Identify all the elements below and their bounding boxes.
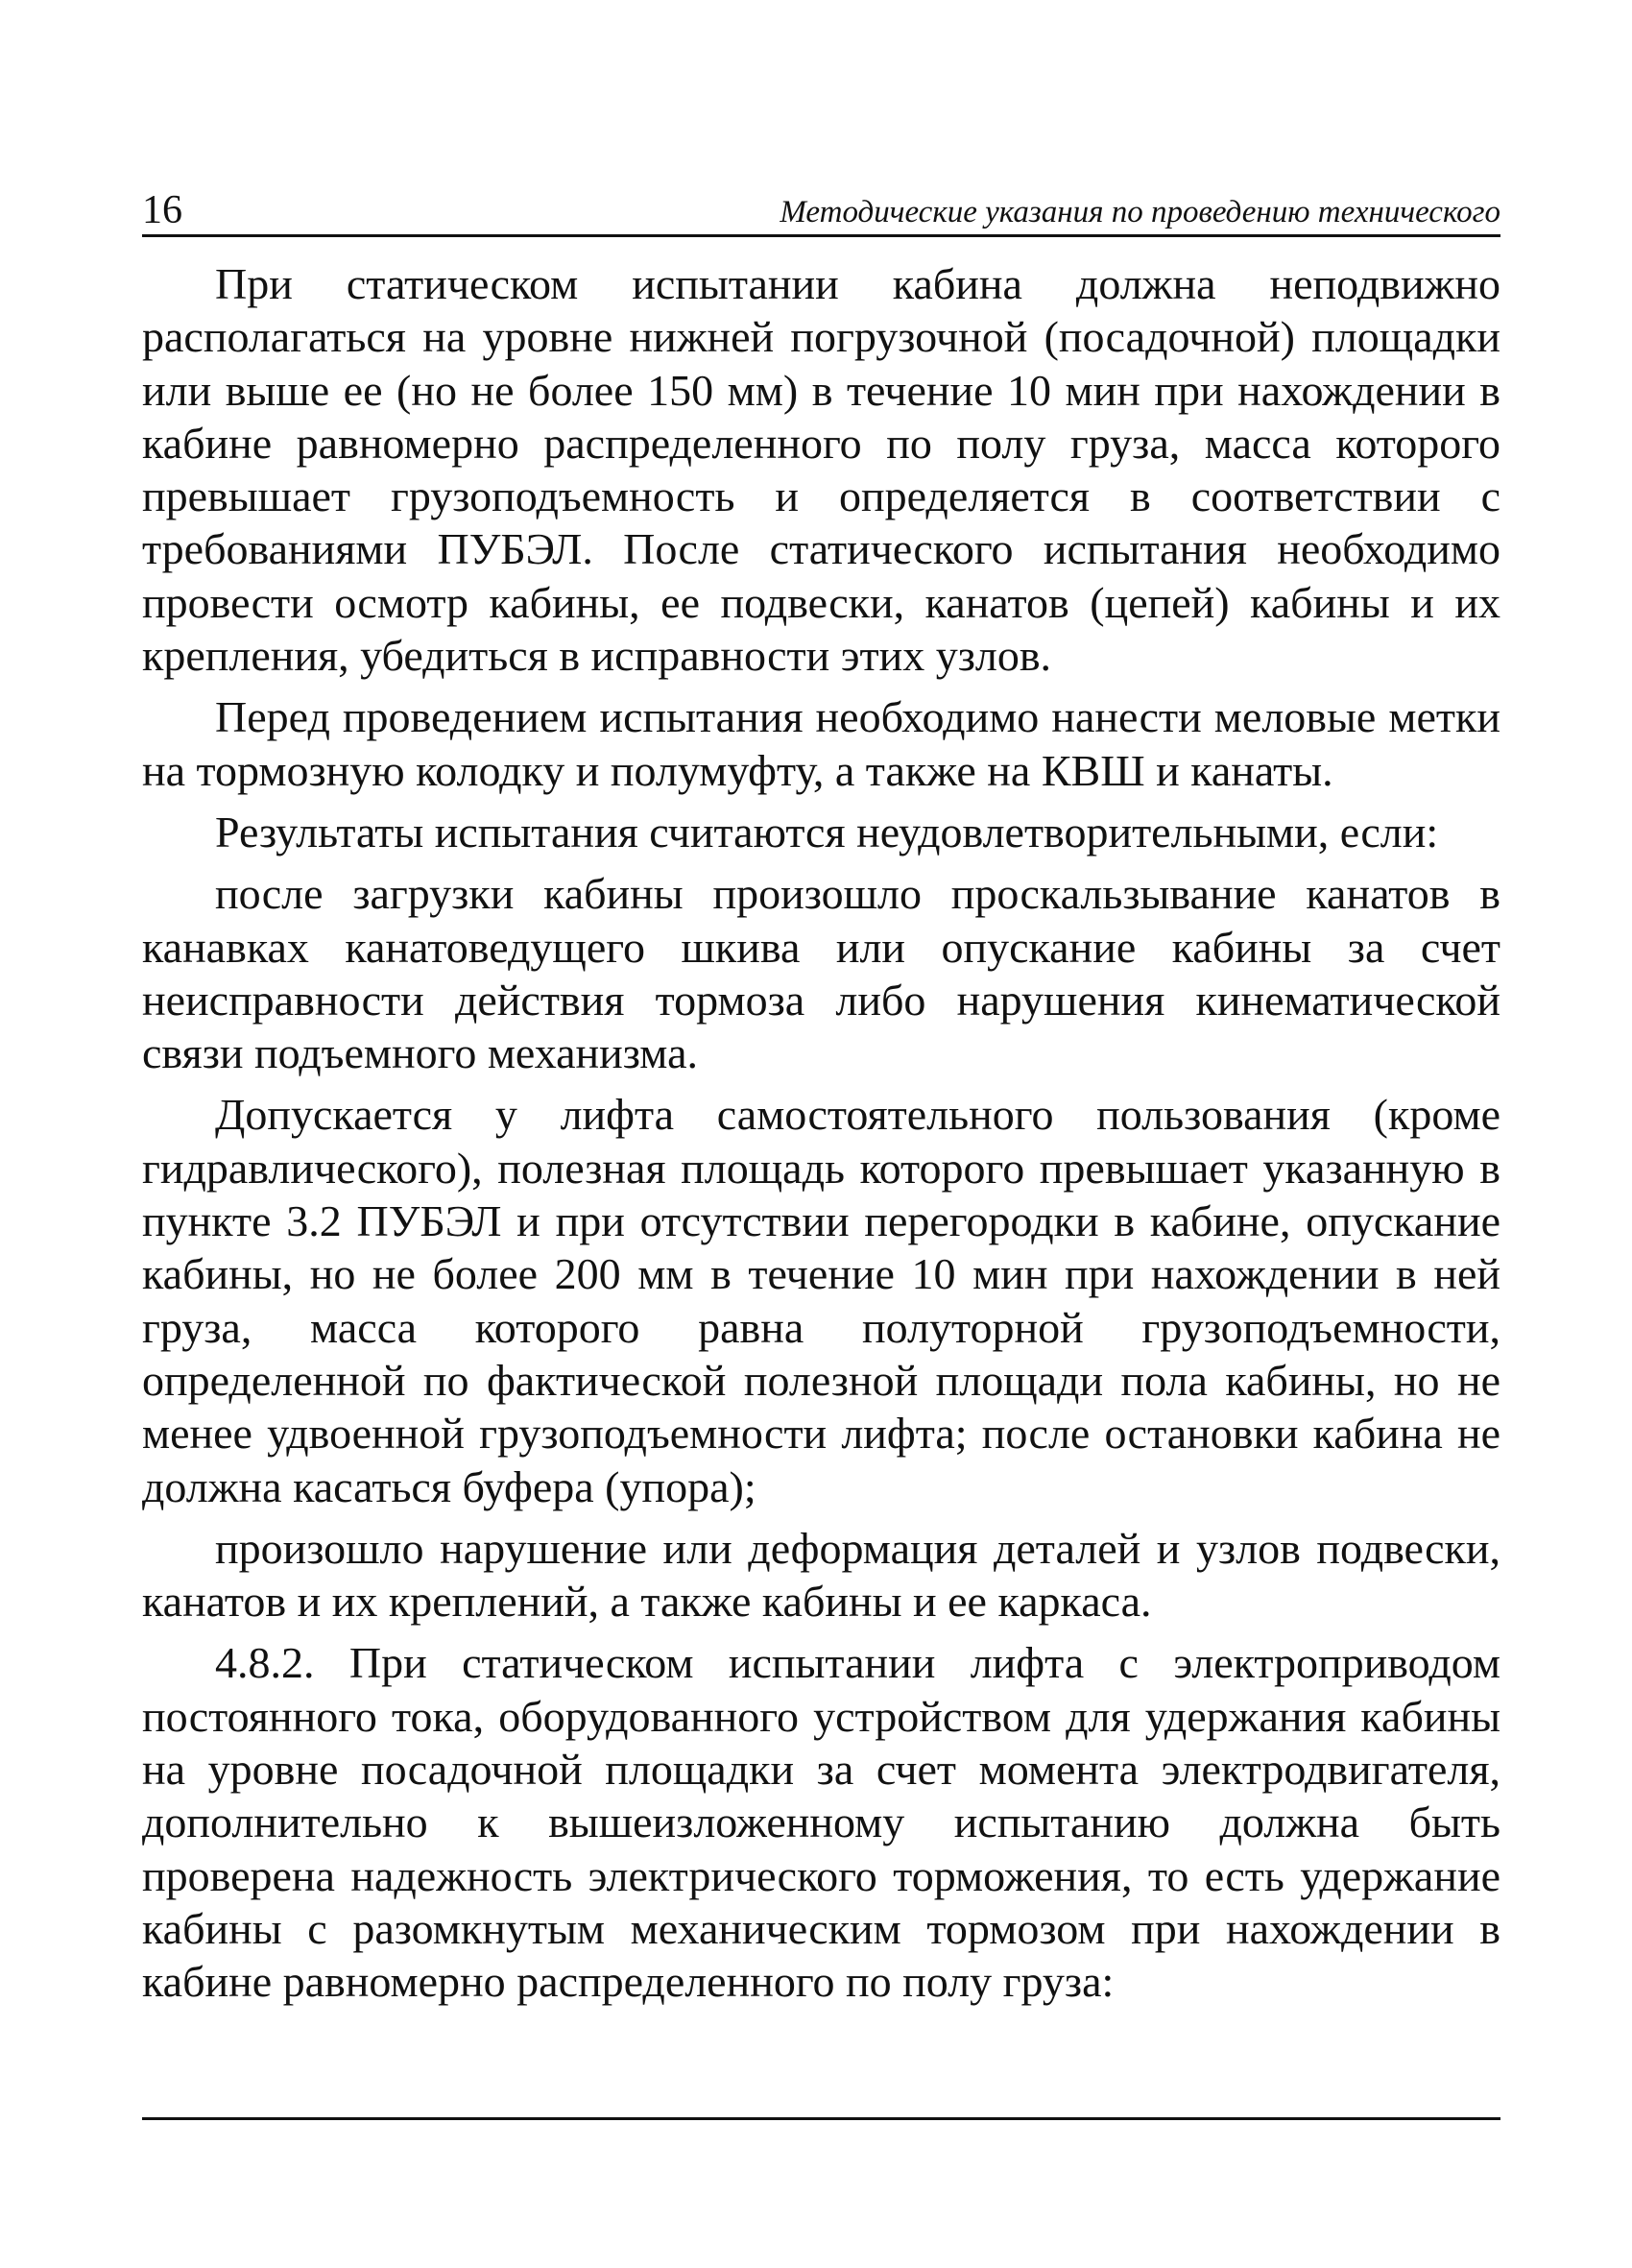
paragraph-section-4-8-2: 4.8.2. При статическом испытании лифта с электроприводом постоянного тока, оборудованного устройством для удержания кабины на уровне посадочной площадки за счет момента электродвигателя, дополнительно к вышеизложенному испытанию должна быть проверена надежность электрического торможения, то есть удержание кабины с разомкнутым механическим тормозом при нахождении в кабине равномерно распределенного по полу груза: — [142, 1638, 1500, 2007]
paragraph-unsatisfactory-results: Результаты испытания считаются неудовлетворительными, если: — [215, 807, 1439, 857]
paragraph-deformation: произошло нарушение или деформация деталей и узлов подвески, канатов и их креплений, а также кабины и ее каркаса. — [142, 1523, 1500, 1627]
paragraph-allowed-lowering: Допускается у лифта самостоятельного пользования (кроме гидравлического), полезная площадь которого превышает указанную в пункте 3.2 ПУБЭЛ и при отсутствии перегородки в кабине, опускание кабины, но не более 200 мм в течение 10 мин при нахождении в ней груза, масса которого равна полуторной грузоподъемности, определенной по фактической полезной площади пола кабины, но не менее удвоенной грузоподъемности лифта; после остановки кабина не должна касаться буфера (упора); — [142, 1090, 1500, 1511]
page-number: 16 — [142, 188, 182, 232]
running-title: Методические указания по проведению технического — [780, 195, 1500, 229]
paragraph-static-test: При статическом испытании кабина должна неподвижно располагаться на уровне нижней погрузочной (посадочной) площадки или выше ее (но не более 150 мм) в течение 10 мин при нахождении в кабине равномерно распределенного по полу груза, масса которого превышает грузоподъемность и определяется в соответствии с требованиями ПУБЭЛ. После статического испытания необходимо провести осмотр кабины, ее подвески, канатов (цепей) кабины и их крепления, убедиться в исправности этих узлов. — [142, 259, 1500, 681]
body-text — [142, 257, 1500, 2017]
footer-rule — [142, 2117, 1500, 2120]
paragraph-chalk-marks: Перед проведением испытания необходимо нанести меловые метки на тормозную колодку и полумуфту, а также на КВШ и канаты. — [142, 692, 1500, 795]
paragraph-rope-slippage: после загрузки кабины произошло проскальзывание канатов в канавках канатоведущего шкива или опускание кабины за счет неисправности действия тормоза либо нарушения кинематической связи подъемного механизма. — [142, 869, 1500, 1078]
running-header — [142, 184, 1500, 237]
